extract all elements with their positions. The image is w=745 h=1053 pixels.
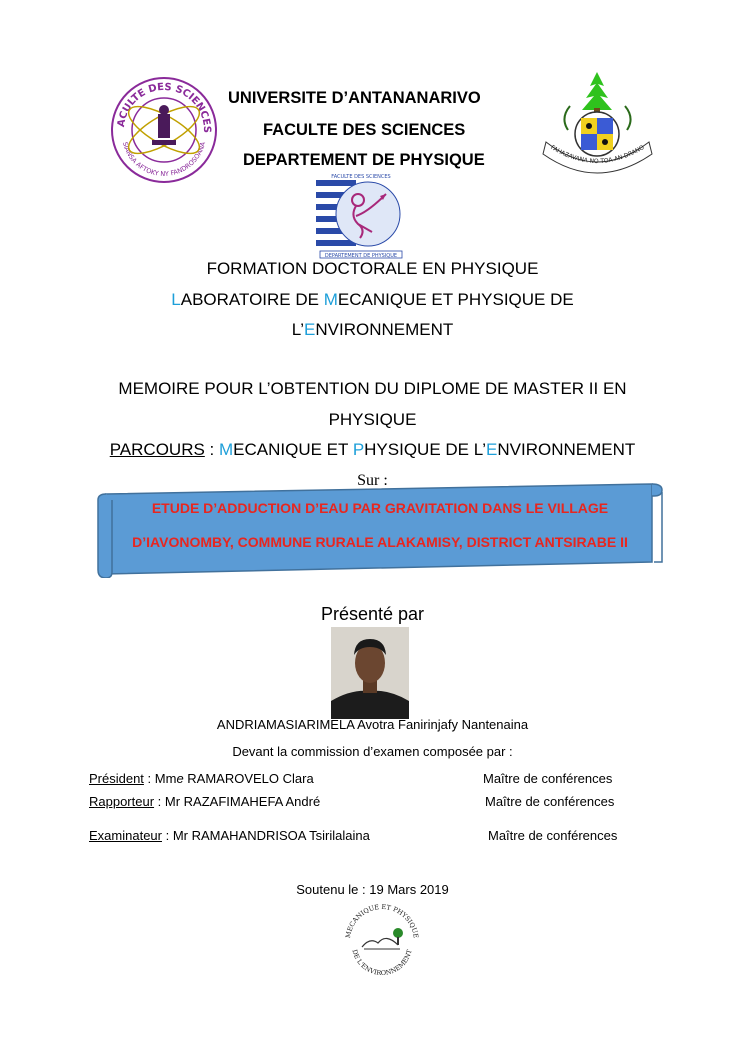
memoire-line-2: PHYSIQUE (328, 410, 417, 429)
parcours-initial-p: P (352, 440, 365, 459)
department-logo (316, 172, 406, 259)
faculty-name: FACULTE DES SCIENCES (263, 121, 466, 139)
jury-sep: : (161, 828, 173, 843)
svg-text:DE L'ENVIRONNEMENT (350, 948, 413, 975)
svg-text:MECANIQUE ET PHYSIQUE (344, 903, 420, 939)
lab-text-4: NVIRONNEMENT (315, 320, 454, 339)
presented-by-label: Présenté par (320, 604, 425, 624)
department-logo-caption: DEPARTEMENT DE PHYSIQUE (324, 253, 398, 259)
student-photo (331, 627, 409, 719)
faculty-logo (108, 74, 220, 186)
university-coat-of-arms (540, 70, 655, 182)
jury-rapporteur-title: Maître de conférences (485, 794, 615, 809)
department-name: DEPARTEMENT DE PHYSIQUE (243, 151, 485, 169)
jury-examinateur (89, 828, 370, 843)
jury-role: Président (89, 771, 144, 786)
jury-name: Mm (154, 771, 177, 786)
coat-of-arms-motto: FAHAZAVANA NO TOA AN-DRANO (549, 143, 646, 166)
defense-date: Soutenu le : 19 Mars 2019 (296, 882, 449, 897)
lab-initial-m: M (323, 290, 338, 309)
laboratory-line-2 (0, 320, 745, 340)
laboratory-line-1 (0, 290, 745, 310)
formation-title: FORMATION DOCTORALE EN PHYSIQUE (206, 259, 539, 278)
jury-role: Examinateur (89, 828, 162, 843)
jury-name-rest: RAMAROVELO Clara (183, 771, 314, 786)
lab-initial-l: L (171, 290, 181, 309)
lab-logo (342, 903, 422, 975)
jury-sep: : (143, 771, 155, 786)
student-name (0, 717, 745, 732)
student-surname: ANDRIAMASIARIMELA (216, 717, 355, 732)
student-given-names: Avotra Fanirinjafy Nantenaina (354, 717, 529, 732)
faculty-logo-motto: SIANSA AFTOKY NY FANDROSOANA (120, 141, 208, 179)
parcours-text-2: HYSIQUE DE L’ (364, 440, 487, 459)
memoire-line-1: MEMOIRE POUR L’OBTENTION DU DIPLOME DE MASTER II EN (118, 379, 627, 398)
jury-president-title: Maître de conférences (483, 771, 613, 786)
jury-sep: : (154, 794, 165, 809)
sur-label: Sur : (357, 472, 388, 489)
parcours-text-1: ECANIQUE ET (233, 440, 353, 459)
lab-text-2: ECANIQUE ET PHYSIQUE DE (337, 290, 574, 309)
jury-name: Mr RAMAHANDRISOA Tsirilalaina (172, 828, 370, 843)
jury-intro: Devant la commission d’examen composée par : (232, 744, 513, 759)
jury-examinateur-title: Maître de conférences (488, 828, 618, 843)
parcours-line (0, 440, 745, 460)
lab-logo-bottom-text: DE L'ENVIRONNEMENT (350, 948, 414, 975)
jury-role: Rapporteur (89, 794, 155, 809)
parcours-text-3: NVIRONNEMENT (497, 440, 636, 459)
lab-text-3: L’ (291, 320, 305, 339)
university-name: UNIVERSITE D’ANTANANARIVO (228, 89, 481, 107)
thesis-title-line-2: D’IAVONOMBY, COMMUNE RURALE ALAKAMISY, DISTRICT ANTSIRABE II (132, 534, 628, 550)
parcours-initial-m: M (218, 440, 234, 459)
jury-president (89, 771, 314, 786)
lab-initial-e: E (304, 320, 316, 339)
lab-text-1: ABORATOIRE DE (180, 290, 324, 309)
parcours-initial-e: E (486, 440, 498, 459)
thesis-title-banner (96, 478, 664, 578)
jury-rapporteur (89, 794, 320, 809)
parcours-sep: : (204, 440, 219, 459)
faculty-logo-text: ACULTE DES SCIENCES (116, 81, 213, 134)
department-logo-header: FACULTE DES SCIENCES (331, 174, 391, 180)
parcours-label: PARCOURS (109, 440, 205, 459)
jury-name: Mr RAZAFIMAHEFA André (164, 794, 321, 809)
jury-name-italic: e (176, 771, 184, 786)
lab-logo-top-text: MECANIQUE ET PHYSIQUE (344, 903, 420, 939)
thesis-title-line-1: ETUDE D’ADDUCTION D’EAU PAR GRAVITATION DANS LE VILLAGE (151, 500, 609, 516)
